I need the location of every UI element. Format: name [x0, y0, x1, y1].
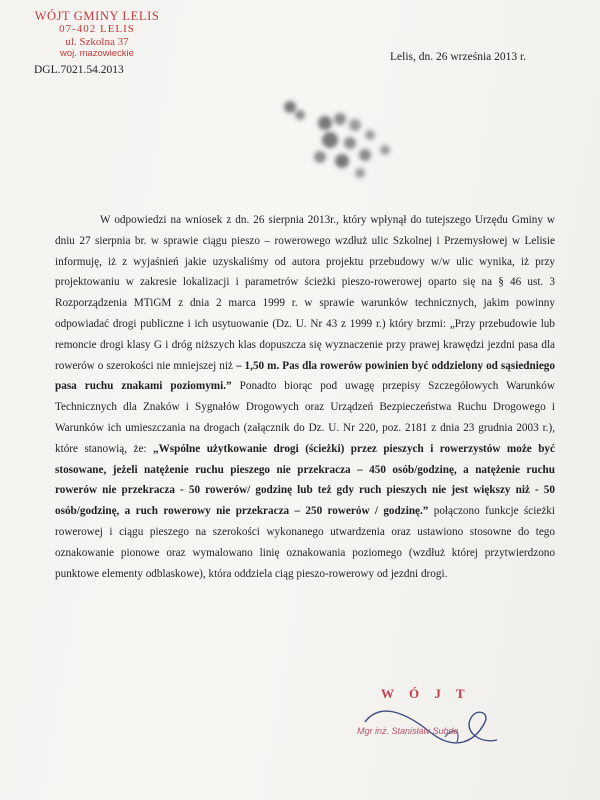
body-text-2: Ponadto biorąc pod uwagę przepisy Szczegółowych Warunków Technicznych dla Znaków i Sygnałów Drogowych oraz Urządzeń Bezpieczeństwa Ruchu Drogowego i Warunków ich umieszczania na drogach (załącznik do Dz. U. Nr 220, poz. 2181 z dnia 23 grudnia 2003 r.), które stanowią, że:: [55, 380, 555, 455]
stamp-line-voivodeship: woj. mazowieckie: [60, 48, 134, 60]
body-bold-2: „Wspólne użytkowanie drogi (ścieżki) przez pieszych i rowerzystów może być stosowane, jeżeli natężenie ruchu pieszego nie przekracza – 450 osób/godzinę, a natężenie ruchu rowerów nie przekracza - 50 rowerów/ godzinę lub też gdy ruch pieszych nie jest większy niż - 50 osób/godzinę, a ruch rowerowy nie przekracza – 250 rowerów / godzinę.”: [55, 442, 555, 518]
stamp-line-postcode: 07-402 LELIS: [59, 23, 135, 36]
stamp-line-office: WÓJT GMINY LELIS: [34, 9, 160, 23]
body-text-1: W odpowiedzi na wniosek z dn. 26 sierpnia 2013r., który wpłynął do tutejszego Urzędu Gminy w dniu 27 sierpnia br. w sprawie ciągu pieszo – rowerowego wzdłuż ulic Szkolnej i Przemysłowej w Lelisie informuję, iż z wyjaśnień jakie uzyskaliśmy od autora projektu przebudowy w/w ulic wynika, iż przy projektowaniu w zakresie lokalizacji i parametrów ścieżki pieszo-rowerowej oparto się na § 46 ust. 3 Rozporządzenia MTiGM z dnia 2 marca 1999 r. w sprawie warunków technicznych, jakim powinny odpowiadać drogi publiczne i ich usytuowanie (Dz. U. Nr 43 z 1999 r.) który brzmi: „Przy przebudowie lub remoncie drogi klasy G i dróg niższych klas dopuszcza się wyznaczenie przy prawej krawędzi jezdni pasa dla rowerów o szerokości nie mniejszej niż: [55, 214, 555, 372]
letter-date: Lelis, dn. 26 września 2013 r.: [390, 51, 527, 63]
signature-name: Mgr inż. Stanisław Subda: [357, 726, 459, 736]
signature-title: W Ó J T: [381, 686, 471, 701]
stamp-line-street: ul. Szkolna 37: [65, 35, 129, 48]
body-text-3: połączono funkcje ścieżki rowerowej i ciągu pieszego na szerokości wykonanego utwardzenia oraz ustawiono stosowne do tego oznakowanie pionowe oraz wymalowano linię oznakowania poziomego (wzdłuż której przytwierdzono punktowe elementy odblaskowe), która oddziela ciąg pieszo-rowerowy od jezdni drogi.: [55, 505, 555, 580]
letter-paragraph: [55, 210, 555, 584]
letter-body: [55, 210, 555, 584]
signature-block: [335, 682, 525, 757]
reference-number: DGL.7021.54.2013: [34, 64, 124, 76]
redacted-address-blur: [270, 95, 430, 190]
body-bold-1: – 1,50 m. Pas dla rowerów powinien być oddzielony od sąsiedniego pasa ruchu znakami poziomymi.”: [55, 359, 555, 393]
office-stamp: [22, 10, 172, 59]
